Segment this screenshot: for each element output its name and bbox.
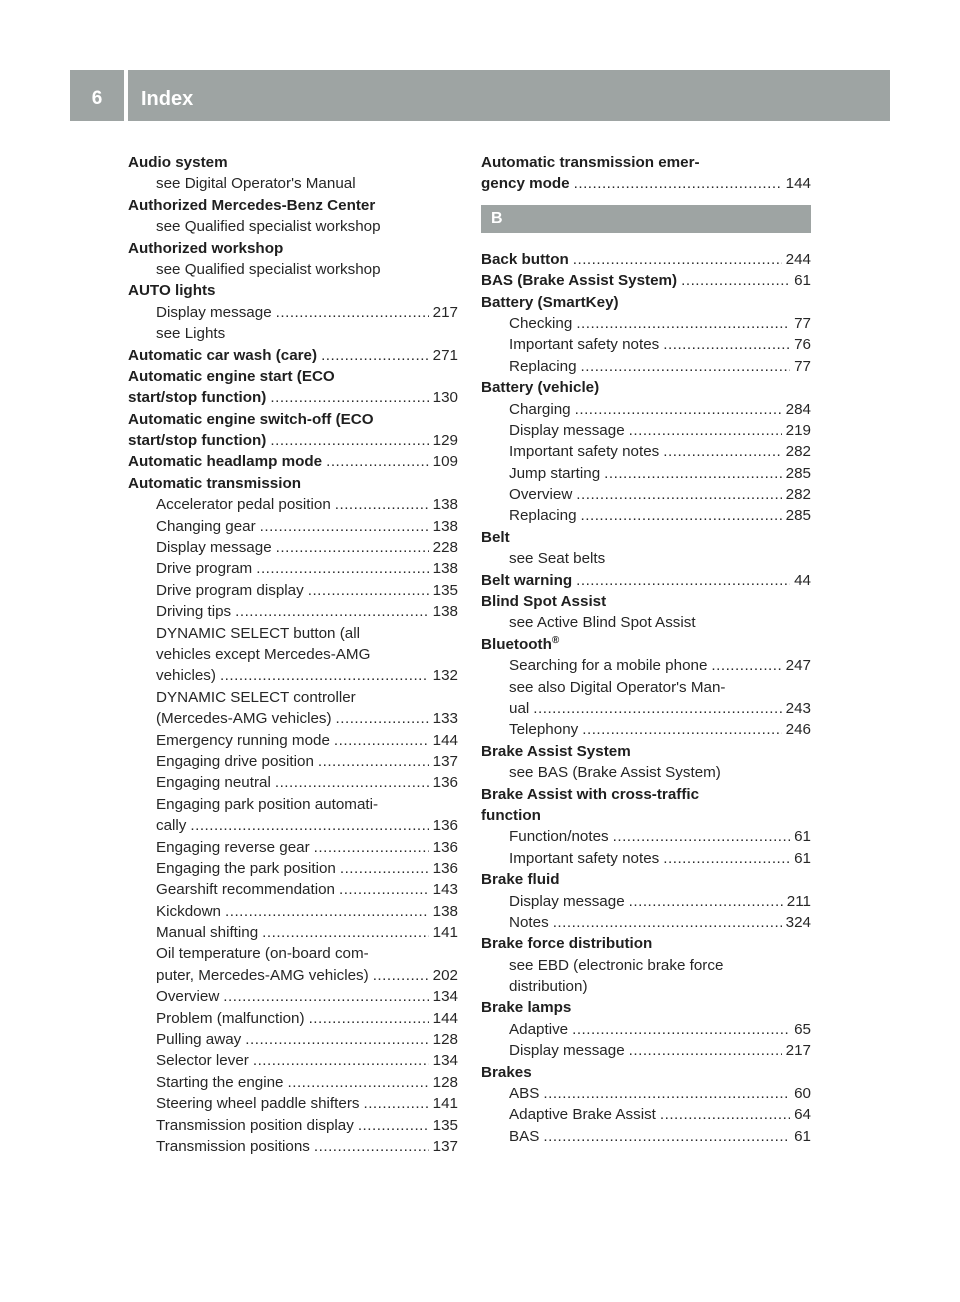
index-see-reference: see Digital Operator's Manual: [156, 175, 356, 193]
page-ref: 211: [786, 892, 811, 910]
index-subentry[interactable]: Transmission position display ..... 135: [128, 1115, 458, 1136]
index-entry[interactable]: Automatic car wash (care) ..... 271: [128, 345, 458, 366]
index-see-reference: see BAS (Brake Assist System): [509, 764, 721, 782]
index-see-reference: see Lights: [156, 325, 226, 343]
page-ref: 77: [794, 357, 811, 375]
index-heading: Blind Spot Assist: [481, 593, 607, 611]
index-subentry[interactable]: Display message ..... 217: [128, 302, 458, 323]
index-heading: Brake Assist with cross-traffic: [481, 785, 700, 803]
index-subentry[interactable]: Problem (malfunction) ..... 144: [128, 1008, 458, 1029]
index-subentry[interactable]: Notes ..... 324: [481, 912, 811, 933]
page-ref: 143: [432, 881, 458, 899]
page-ref: 138: [432, 603, 458, 621]
page-ref: 141: [432, 1095, 458, 1113]
page-ref: 134: [432, 1052, 458, 1070]
page-ref: 282: [785, 443, 811, 461]
page-ref: 282: [785, 486, 811, 504]
page-ref: 44: [794, 571, 811, 589]
index-subentry-text: Oil temperature (on-board com-: [156, 945, 369, 963]
index-subentry-text: DYNAMIC SELECT controller: [156, 688, 356, 706]
page-ref: 128: [432, 1073, 458, 1091]
letter-section-header: B: [481, 205, 811, 233]
page-ref: 134: [432, 988, 458, 1006]
index-heading: Automatic transmission: [128, 474, 302, 492]
page-ref: 285: [785, 507, 811, 525]
index-subentry-text: see also Digital Operator's Man-: [509, 678, 726, 696]
index-column-right: [481, 152, 811, 1147]
page-ref: 61: [794, 828, 811, 846]
index-subentry[interactable]: Display message ..... 217: [481, 1040, 811, 1061]
page-ref: 61: [794, 849, 811, 867]
index-heading: Automatic engine switch-off (ECO: [128, 410, 374, 428]
index-subentry[interactable]: Engaging drive position ..... 137: [128, 751, 458, 772]
page-ref: 285: [785, 464, 811, 482]
page-ref: 136: [432, 859, 458, 877]
index-subentry[interactable]: ABS ..... 60: [481, 1083, 811, 1104]
index-see-reference: see Qualified specialist workshop: [156, 218, 381, 236]
index-subentry[interactable]: Kickdown ..... 138: [128, 901, 458, 922]
page-ref: 136: [432, 774, 458, 792]
index-subentry[interactable]: Engaging neutral ..... 136: [128, 772, 458, 793]
index-see-reference: see EBD (electronic brake force: [509, 956, 724, 974]
index-heading: Belt: [481, 528, 510, 546]
index-heading: Bluetooth®: [481, 634, 560, 653]
page-ref: 64: [794, 1106, 811, 1124]
page-ref: 217: [785, 1042, 811, 1060]
index-see-reference: distribution): [509, 978, 588, 996]
index-subentry-text: vehicles except Mercedes-AMG: [156, 645, 371, 663]
page-ref: 136: [432, 817, 458, 835]
index-subentry[interactable]: Driving tips ..... 138: [128, 601, 458, 622]
index-subentry[interactable]: Searching for a mobile phone ..... 247: [481, 655, 811, 676]
index-subentry[interactable]: Engaging reverse gear ..... 136: [128, 837, 458, 858]
index-subentry[interactable]: Starting the engine ..... 128: [128, 1072, 458, 1093]
index-subentry[interactable]: BAS ..... 61: [481, 1126, 811, 1147]
index-subentry-text: Engaging park position automati-: [156, 795, 379, 813]
index-subentry[interactable]: Telephony ..... 246: [481, 719, 811, 740]
index-entry[interactable]: start/stop function) ..... 130: [128, 387, 458, 408]
page-ref: 141: [432, 924, 458, 942]
index-heading: Battery (vehicle): [481, 379, 600, 397]
index-subentry[interactable]: Important safety notes ..... 282: [481, 441, 811, 462]
page-ref: 128: [432, 1031, 458, 1049]
index-heading: Authorized Mercedes-Benz Center: [128, 196, 376, 214]
page-ref: 61: [794, 1127, 811, 1145]
index-entry[interactable]: Belt warning ..... 44: [481, 570, 811, 591]
index-heading: AUTO lights: [128, 282, 216, 300]
index-heading: Brake Assist System: [481, 742, 631, 760]
index-subentry[interactable]: Display message ..... 228: [128, 537, 458, 558]
index-subentry[interactable]: cally ..... 136: [128, 815, 458, 836]
page-ref: 144: [785, 175, 811, 193]
page-ref: 202: [432, 966, 458, 984]
index-heading: Authorized workshop: [128, 239, 284, 257]
index-see-reference: see Qualified specialist workshop: [156, 260, 381, 278]
index-subentry[interactable]: Accelerator pedal position ..... 138: [128, 494, 458, 515]
index-subentry[interactable]: Important safety notes ..... 76: [481, 334, 811, 355]
index-subentry[interactable]: Drive program display ..... 135: [128, 580, 458, 601]
page-ref: 324: [785, 913, 811, 931]
page-ref: 76: [794, 336, 811, 354]
page-ref: 61: [794, 272, 811, 290]
page-ref: 246: [785, 721, 811, 739]
index-subentry[interactable]: Jump starting ..... 285: [481, 463, 811, 484]
index-see-reference: see Seat belts: [509, 550, 606, 568]
index-subentry-text: DYNAMIC SELECT button (all: [156, 624, 360, 642]
page-ref: 137: [432, 752, 458, 770]
page-ref: 138: [432, 496, 458, 514]
page-ref: 137: [432, 1137, 458, 1155]
page-ref: 243: [785, 699, 811, 717]
index-subentry[interactable]: Steering wheel paddle shifters ..... 141: [128, 1093, 458, 1114]
index-subentry[interactable]: Replacing ..... 77: [481, 356, 811, 377]
index-subentry[interactable]: Display message ..... 211: [481, 891, 811, 912]
page-ref: 135: [432, 1116, 458, 1134]
index-subentry[interactable]: (Mercedes-AMG vehicles) ..... 133: [128, 708, 458, 729]
index-entry[interactable]: Back button ..... 244: [481, 249, 811, 270]
page-ref: 77: [794, 314, 811, 332]
page-ref: 217: [432, 303, 458, 321]
page-ref: 144: [432, 1009, 458, 1027]
index-heading: Automatic engine start (ECO: [128, 367, 335, 385]
index-subentry[interactable]: Important safety notes ..... 61: [481, 848, 811, 869]
index-heading: Brake lamps: [481, 999, 572, 1017]
page-ref: 219: [785, 421, 811, 439]
index-subentry[interactable]: vehicles) ..... 132: [128, 665, 458, 686]
index-subentry[interactable]: Pulling away ..... 128: [128, 1029, 458, 1050]
index-heading: Brake force distribution: [481, 935, 653, 953]
page-ref: 133: [432, 710, 458, 728]
index-subentry[interactable]: Gearshift recommendation ..... 143: [128, 879, 458, 900]
index-subentry[interactable]: Charging ..... 284: [481, 399, 811, 420]
index-subentry[interactable]: Engaging the park position ..... 136: [128, 858, 458, 879]
page-ref: 144: [432, 731, 458, 749]
index-subentry[interactable]: Function/notes ..... 61: [481, 826, 811, 847]
page-ref: 138: [432, 560, 458, 578]
index-subentry[interactable]: Adaptive ..... 65: [481, 1019, 811, 1040]
index-heading: Battery (SmartKey): [481, 293, 619, 311]
index-subentry[interactable]: Emergency running mode ..... 144: [128, 730, 458, 751]
index-see-reference: see Active Blind Spot Assist: [509, 614, 696, 632]
index-subentry[interactable]: Replacing ..... 285: [481, 505, 811, 526]
index-subentry[interactable]: ual ..... 243: [481, 698, 811, 719]
index-entry[interactable]: gency mode ..... 144: [481, 173, 811, 194]
page-ref: 60: [794, 1085, 811, 1103]
index-subentry[interactable]: Changing gear ..... 138: [128, 516, 458, 537]
index-subentry[interactable]: Overview ..... 282: [481, 484, 811, 505]
page-ref: 244: [785, 250, 811, 268]
registered-mark: ®: [551, 634, 560, 646]
page-ref: 228: [432, 539, 458, 557]
index-subentry[interactable]: Adaptive Brake Assist ..... 64: [481, 1104, 811, 1125]
page-ref: 247: [785, 657, 811, 675]
index-subentry[interactable]: Manual shifting ..... 141: [128, 922, 458, 943]
page-ref: 136: [432, 838, 458, 856]
index-entry[interactable]: BAS (Brake Assist System) ..... 61: [481, 270, 811, 291]
index-subentry[interactable]: Transmission positions ..... 137: [128, 1136, 458, 1157]
page-ref: 129: [432, 432, 458, 450]
index-heading: Brake fluid: [481, 871, 560, 889]
index-heading: Audio system: [128, 154, 228, 171]
page-number: 6: [91, 88, 103, 109]
index-column-left: [128, 152, 458, 1157]
index-subentry[interactable]: Display message ..... 219: [481, 420, 811, 441]
index-heading: Automatic transmission emer-: [481, 154, 700, 171]
page-ref: 138: [432, 902, 458, 920]
page-ref: 135: [432, 581, 458, 599]
index-entry[interactable]: start/stop function) ..... 129: [128, 430, 458, 451]
page-ref: 271: [432, 346, 458, 364]
index-subentry[interactable]: Overview ..... 134: [128, 986, 458, 1007]
page-ref: 132: [432, 667, 458, 685]
index-heading: Brakes: [481, 1063, 532, 1081]
page-ref: 65: [794, 1020, 811, 1038]
index-subentry[interactable]: Checking ..... 77: [481, 313, 811, 334]
index-heading: function: [481, 806, 541, 824]
index-subentry[interactable]: puter, Mercedes-AMG vehicles) ..... 202: [128, 965, 458, 986]
index-entry[interactable]: Automatic headlamp mode ..... 109: [128, 451, 458, 472]
page-ref: 130: [432, 389, 458, 407]
section-title: Index: [141, 88, 194, 110]
index-subentry[interactable]: Selector lever ..... 134: [128, 1050, 458, 1071]
page-ref: 109: [432, 453, 458, 471]
index-subentry[interactable]: Drive program ..... 138: [128, 558, 458, 579]
page-ref: 138: [432, 517, 458, 535]
page-ref: 284: [785, 400, 811, 418]
header-separator: [124, 70, 128, 121]
